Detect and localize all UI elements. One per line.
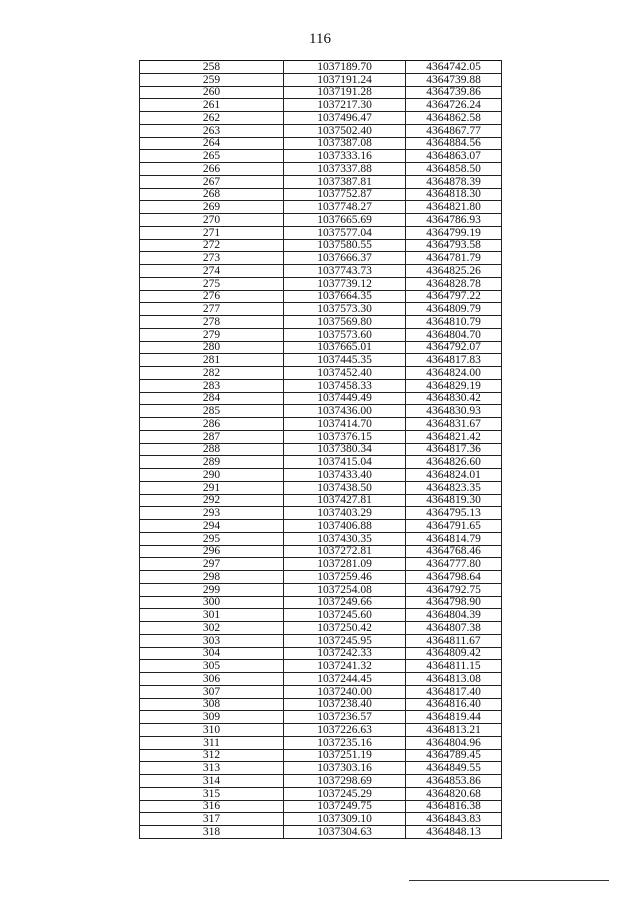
table-row xyxy=(140,787,502,800)
x-coordinate-cell: 1037433.40 xyxy=(284,469,406,482)
table-row xyxy=(140,673,502,686)
x-coordinate-cell: 1037739.12 xyxy=(284,277,406,290)
point-number-cell: 267 xyxy=(140,175,284,188)
y-coordinate-cell: 4364798.90 xyxy=(406,596,502,609)
point-number-cell: 308 xyxy=(140,698,284,711)
x-coordinate-cell: 1037752.87 xyxy=(284,188,406,201)
x-coordinate-cell: 1037666.37 xyxy=(284,252,406,265)
x-coordinate-cell: 1037569.80 xyxy=(284,316,406,329)
x-coordinate-cell: 1037387.81 xyxy=(284,175,406,188)
x-coordinate-cell: 1037406.88 xyxy=(284,520,406,533)
table-row xyxy=(140,596,502,609)
y-coordinate-cell: 4364823.35 xyxy=(406,481,502,494)
y-coordinate-cell: 4364786.93 xyxy=(406,214,502,227)
table-row xyxy=(140,201,502,214)
footer-rule xyxy=(409,880,609,881)
x-coordinate-cell: 1037251.19 xyxy=(284,749,406,762)
point-number-cell: 299 xyxy=(140,583,284,596)
table-row xyxy=(140,163,502,176)
table-row xyxy=(140,265,502,278)
point-number-cell: 266 xyxy=(140,163,284,176)
table-row xyxy=(140,571,502,584)
point-number-cell: 271 xyxy=(140,226,284,239)
point-number-cell: 263 xyxy=(140,124,284,137)
y-coordinate-cell: 4364816.40 xyxy=(406,698,502,711)
table-row xyxy=(140,622,502,635)
x-coordinate-cell: 1037580.55 xyxy=(284,239,406,252)
table-row xyxy=(140,469,502,482)
y-coordinate-cell: 4364809.42 xyxy=(406,647,502,660)
point-number-cell: 278 xyxy=(140,316,284,329)
y-coordinate-cell: 4364828.78 xyxy=(406,277,502,290)
table-row xyxy=(140,545,502,558)
point-number-cell: 262 xyxy=(140,112,284,125)
point-number-cell: 273 xyxy=(140,252,284,265)
table-row xyxy=(140,507,502,520)
y-coordinate-cell: 4364807.38 xyxy=(406,622,502,635)
y-coordinate-cell: 4364817.36 xyxy=(406,443,502,456)
y-coordinate-cell: 4364810.79 xyxy=(406,316,502,329)
table-row xyxy=(140,290,502,303)
table-row xyxy=(140,226,502,239)
table-row xyxy=(140,698,502,711)
y-coordinate-cell: 4364789.45 xyxy=(406,749,502,762)
y-coordinate-cell: 4364804.39 xyxy=(406,609,502,622)
y-coordinate-cell: 4364821.80 xyxy=(406,201,502,214)
y-coordinate-cell: 4364798.64 xyxy=(406,571,502,584)
x-coordinate-cell: 1037403.29 xyxy=(284,507,406,520)
point-number-cell: 281 xyxy=(140,354,284,367)
table-row xyxy=(140,826,502,839)
table-row xyxy=(140,392,502,405)
y-coordinate-cell: 4364848.13 xyxy=(406,826,502,839)
x-coordinate-cell: 1037304.63 xyxy=(284,826,406,839)
y-coordinate-cell: 4364862.58 xyxy=(406,112,502,125)
table-row xyxy=(140,634,502,647)
y-coordinate-cell: 4364793.58 xyxy=(406,239,502,252)
y-coordinate-cell: 4364795.13 xyxy=(406,507,502,520)
y-coordinate-cell: 4364821.42 xyxy=(406,430,502,443)
point-number-cell: 298 xyxy=(140,571,284,584)
y-coordinate-cell: 4364817.83 xyxy=(406,354,502,367)
point-number-cell: 290 xyxy=(140,469,284,482)
table-row xyxy=(140,583,502,596)
x-coordinate-cell: 1037452.40 xyxy=(284,367,406,380)
x-coordinate-cell: 1037380.34 xyxy=(284,443,406,456)
x-coordinate-cell: 1037664.35 xyxy=(284,290,406,303)
coordinates-table xyxy=(139,60,502,839)
x-coordinate-cell: 1037414.70 xyxy=(284,418,406,431)
table-row xyxy=(140,660,502,673)
x-coordinate-cell: 1037226.63 xyxy=(284,724,406,737)
point-number-cell: 292 xyxy=(140,494,284,507)
table-row xyxy=(140,175,502,188)
y-coordinate-cell: 4364768.46 xyxy=(406,545,502,558)
table-row xyxy=(140,214,502,227)
point-number-cell: 280 xyxy=(140,341,284,354)
table-row xyxy=(140,341,502,354)
y-coordinate-cell: 4364813.21 xyxy=(406,724,502,737)
y-coordinate-cell: 4364739.88 xyxy=(406,73,502,86)
y-coordinate-cell: 4364792.75 xyxy=(406,583,502,596)
y-coordinate-cell: 4364824.00 xyxy=(406,367,502,380)
y-coordinate-cell: 4364824.01 xyxy=(406,469,502,482)
table-row xyxy=(140,532,502,545)
point-number-cell: 264 xyxy=(140,137,284,150)
x-coordinate-cell: 1037249.66 xyxy=(284,596,406,609)
x-coordinate-cell: 1037244.45 xyxy=(284,673,406,686)
x-coordinate-cell: 1037236.57 xyxy=(284,711,406,724)
x-coordinate-cell: 1037449.49 xyxy=(284,392,406,405)
x-coordinate-cell: 1037249.75 xyxy=(284,800,406,813)
y-coordinate-cell: 4364820.68 xyxy=(406,787,502,800)
point-number-cell: 265 xyxy=(140,150,284,163)
point-number-cell: 275 xyxy=(140,277,284,290)
point-number-cell: 300 xyxy=(140,596,284,609)
table-row xyxy=(140,354,502,367)
y-coordinate-cell: 4364867.77 xyxy=(406,124,502,137)
point-number-cell: 305 xyxy=(140,660,284,673)
table-row xyxy=(140,405,502,418)
point-number-cell: 303 xyxy=(140,634,284,647)
x-coordinate-cell: 1037577.04 xyxy=(284,226,406,239)
y-coordinate-cell: 4364799.19 xyxy=(406,226,502,239)
point-number-cell: 287 xyxy=(140,430,284,443)
point-number-cell: 272 xyxy=(140,239,284,252)
y-coordinate-cell: 4364791.65 xyxy=(406,520,502,533)
point-number-cell: 289 xyxy=(140,456,284,469)
point-number-cell: 293 xyxy=(140,507,284,520)
y-coordinate-cell: 4364878.39 xyxy=(406,175,502,188)
table-row xyxy=(140,379,502,392)
x-coordinate-cell: 1037430.35 xyxy=(284,532,406,545)
table-row xyxy=(140,252,502,265)
y-coordinate-cell: 4364818.30 xyxy=(406,188,502,201)
x-coordinate-cell: 1037573.60 xyxy=(284,328,406,341)
table-row xyxy=(140,61,502,74)
point-number-cell: 261 xyxy=(140,99,284,112)
y-coordinate-cell: 4364811.15 xyxy=(406,660,502,673)
table-row xyxy=(140,73,502,86)
x-coordinate-cell: 1037458.33 xyxy=(284,379,406,392)
x-coordinate-cell: 1037748.27 xyxy=(284,201,406,214)
x-coordinate-cell: 1037303.16 xyxy=(284,762,406,775)
point-number-cell: 294 xyxy=(140,520,284,533)
table-row xyxy=(140,239,502,252)
point-number-cell: 274 xyxy=(140,265,284,278)
x-coordinate-cell: 1037245.29 xyxy=(284,787,406,800)
x-coordinate-cell: 1037245.95 xyxy=(284,634,406,647)
point-number-cell: 310 xyxy=(140,724,284,737)
x-coordinate-cell: 1037387.08 xyxy=(284,137,406,150)
point-number-cell: 286 xyxy=(140,418,284,431)
y-coordinate-cell: 4364742.05 xyxy=(406,61,502,74)
x-coordinate-cell: 1037254.08 xyxy=(284,583,406,596)
point-number-cell: 313 xyxy=(140,762,284,775)
table-row xyxy=(140,277,502,290)
y-coordinate-cell: 4364739.86 xyxy=(406,86,502,99)
x-coordinate-cell: 1037665.69 xyxy=(284,214,406,227)
table-row xyxy=(140,749,502,762)
y-coordinate-cell: 4364817.40 xyxy=(406,685,502,698)
table-row xyxy=(140,481,502,494)
point-number-cell: 268 xyxy=(140,188,284,201)
y-coordinate-cell: 4364804.96 xyxy=(406,736,502,749)
y-coordinate-cell: 4364797.22 xyxy=(406,290,502,303)
point-number-cell: 284 xyxy=(140,392,284,405)
table-row xyxy=(140,724,502,737)
y-coordinate-cell: 4364884.56 xyxy=(406,137,502,150)
y-coordinate-cell: 4364830.42 xyxy=(406,392,502,405)
table-row xyxy=(140,558,502,571)
point-number-cell: 295 xyxy=(140,532,284,545)
y-coordinate-cell: 4364819.30 xyxy=(406,494,502,507)
x-coordinate-cell: 1037272.81 xyxy=(284,545,406,558)
table-row xyxy=(140,188,502,201)
x-coordinate-cell: 1037436.00 xyxy=(284,405,406,418)
x-coordinate-cell: 1037743.73 xyxy=(284,265,406,278)
table-row xyxy=(140,367,502,380)
point-number-cell: 315 xyxy=(140,787,284,800)
x-coordinate-cell: 1037337.88 xyxy=(284,163,406,176)
table-row xyxy=(140,813,502,826)
point-number-cell: 306 xyxy=(140,673,284,686)
x-coordinate-cell: 1037415.04 xyxy=(284,456,406,469)
y-coordinate-cell: 4364849.55 xyxy=(406,762,502,775)
coordinates-table-body xyxy=(140,61,502,839)
y-coordinate-cell: 4364819.44 xyxy=(406,711,502,724)
y-coordinate-cell: 4364829.19 xyxy=(406,379,502,392)
point-number-cell: 304 xyxy=(140,647,284,660)
y-coordinate-cell: 4364726.24 xyxy=(406,99,502,112)
x-coordinate-cell: 1037281.09 xyxy=(284,558,406,571)
table-row xyxy=(140,520,502,533)
point-number-cell: 314 xyxy=(140,775,284,788)
x-coordinate-cell: 1037240.00 xyxy=(284,685,406,698)
page-number: 116 xyxy=(309,31,331,47)
table-row xyxy=(140,99,502,112)
point-number-cell: 296 xyxy=(140,545,284,558)
table-row xyxy=(140,150,502,163)
y-coordinate-cell: 4364811.67 xyxy=(406,634,502,647)
y-coordinate-cell: 4364863.07 xyxy=(406,150,502,163)
table-row xyxy=(140,418,502,431)
table-row xyxy=(140,609,502,622)
point-number-cell: 318 xyxy=(140,826,284,839)
y-coordinate-cell: 4364853.86 xyxy=(406,775,502,788)
y-coordinate-cell: 4364804.70 xyxy=(406,328,502,341)
table-row xyxy=(140,736,502,749)
table-row xyxy=(140,112,502,125)
x-coordinate-cell: 1037309.10 xyxy=(284,813,406,826)
point-number-cell: 317 xyxy=(140,813,284,826)
point-number-cell: 312 xyxy=(140,749,284,762)
x-coordinate-cell: 1037573.30 xyxy=(284,303,406,316)
point-number-cell: 282 xyxy=(140,367,284,380)
y-coordinate-cell: 4364858.50 xyxy=(406,163,502,176)
point-number-cell: 260 xyxy=(140,86,284,99)
point-number-cell: 316 xyxy=(140,800,284,813)
y-coordinate-cell: 4364816.38 xyxy=(406,800,502,813)
y-coordinate-cell: 4364792.07 xyxy=(406,341,502,354)
x-coordinate-cell: 1037259.46 xyxy=(284,571,406,584)
x-coordinate-cell: 1037427.81 xyxy=(284,494,406,507)
table-row xyxy=(140,137,502,150)
table-row xyxy=(140,124,502,137)
point-number-cell: 283 xyxy=(140,379,284,392)
y-coordinate-cell: 4364831.67 xyxy=(406,418,502,431)
point-number-cell: 307 xyxy=(140,685,284,698)
point-number-cell: 311 xyxy=(140,736,284,749)
y-coordinate-cell: 4364814.79 xyxy=(406,532,502,545)
y-coordinate-cell: 4364843.83 xyxy=(406,813,502,826)
table-row xyxy=(140,800,502,813)
x-coordinate-cell: 1037665.01 xyxy=(284,341,406,354)
point-number-cell: 276 xyxy=(140,290,284,303)
table-row xyxy=(140,328,502,341)
point-number-cell: 285 xyxy=(140,405,284,418)
table-row xyxy=(140,647,502,660)
x-coordinate-cell: 1037376.15 xyxy=(284,430,406,443)
point-number-cell: 259 xyxy=(140,73,284,86)
x-coordinate-cell: 1037496.47 xyxy=(284,112,406,125)
x-coordinate-cell: 1037438.50 xyxy=(284,481,406,494)
table-row xyxy=(140,86,502,99)
point-number-cell: 277 xyxy=(140,303,284,316)
table-row xyxy=(140,303,502,316)
x-coordinate-cell: 1037250.42 xyxy=(284,622,406,635)
x-coordinate-cell: 1037235.16 xyxy=(284,736,406,749)
point-number-cell: 302 xyxy=(140,622,284,635)
point-number-cell: 291 xyxy=(140,481,284,494)
y-coordinate-cell: 4364813.08 xyxy=(406,673,502,686)
x-coordinate-cell: 1037242.33 xyxy=(284,647,406,660)
point-number-cell: 269 xyxy=(140,201,284,214)
x-coordinate-cell: 1037189.70 xyxy=(284,61,406,74)
point-number-cell: 288 xyxy=(140,443,284,456)
y-coordinate-cell: 4364781.79 xyxy=(406,252,502,265)
x-coordinate-cell: 1037445.35 xyxy=(284,354,406,367)
x-coordinate-cell: 1037191.24 xyxy=(284,73,406,86)
table-row xyxy=(140,443,502,456)
point-number-cell: 301 xyxy=(140,609,284,622)
y-coordinate-cell: 4364826.60 xyxy=(406,456,502,469)
x-coordinate-cell: 1037298.69 xyxy=(284,775,406,788)
point-number-cell: 258 xyxy=(140,61,284,74)
table-row xyxy=(140,685,502,698)
y-coordinate-cell: 4364777.80 xyxy=(406,558,502,571)
table-row xyxy=(140,775,502,788)
y-coordinate-cell: 4364825.26 xyxy=(406,265,502,278)
x-coordinate-cell: 1037502.40 xyxy=(284,124,406,137)
point-number-cell: 297 xyxy=(140,558,284,571)
x-coordinate-cell: 1037191.28 xyxy=(284,86,406,99)
y-coordinate-cell: 4364830.93 xyxy=(406,405,502,418)
x-coordinate-cell: 1037238.40 xyxy=(284,698,406,711)
x-coordinate-cell: 1037217.30 xyxy=(284,99,406,112)
x-coordinate-cell: 1037333.16 xyxy=(284,150,406,163)
x-coordinate-cell: 1037245.60 xyxy=(284,609,406,622)
table-row xyxy=(140,456,502,469)
point-number-cell: 309 xyxy=(140,711,284,724)
x-coordinate-cell: 1037241.32 xyxy=(284,660,406,673)
table-row xyxy=(140,316,502,329)
table-row xyxy=(140,711,502,724)
table-row xyxy=(140,494,502,507)
point-number-cell: 279 xyxy=(140,328,284,341)
table-row xyxy=(140,430,502,443)
y-coordinate-cell: 4364809.79 xyxy=(406,303,502,316)
point-number-cell: 270 xyxy=(140,214,284,227)
table-row xyxy=(140,762,502,775)
